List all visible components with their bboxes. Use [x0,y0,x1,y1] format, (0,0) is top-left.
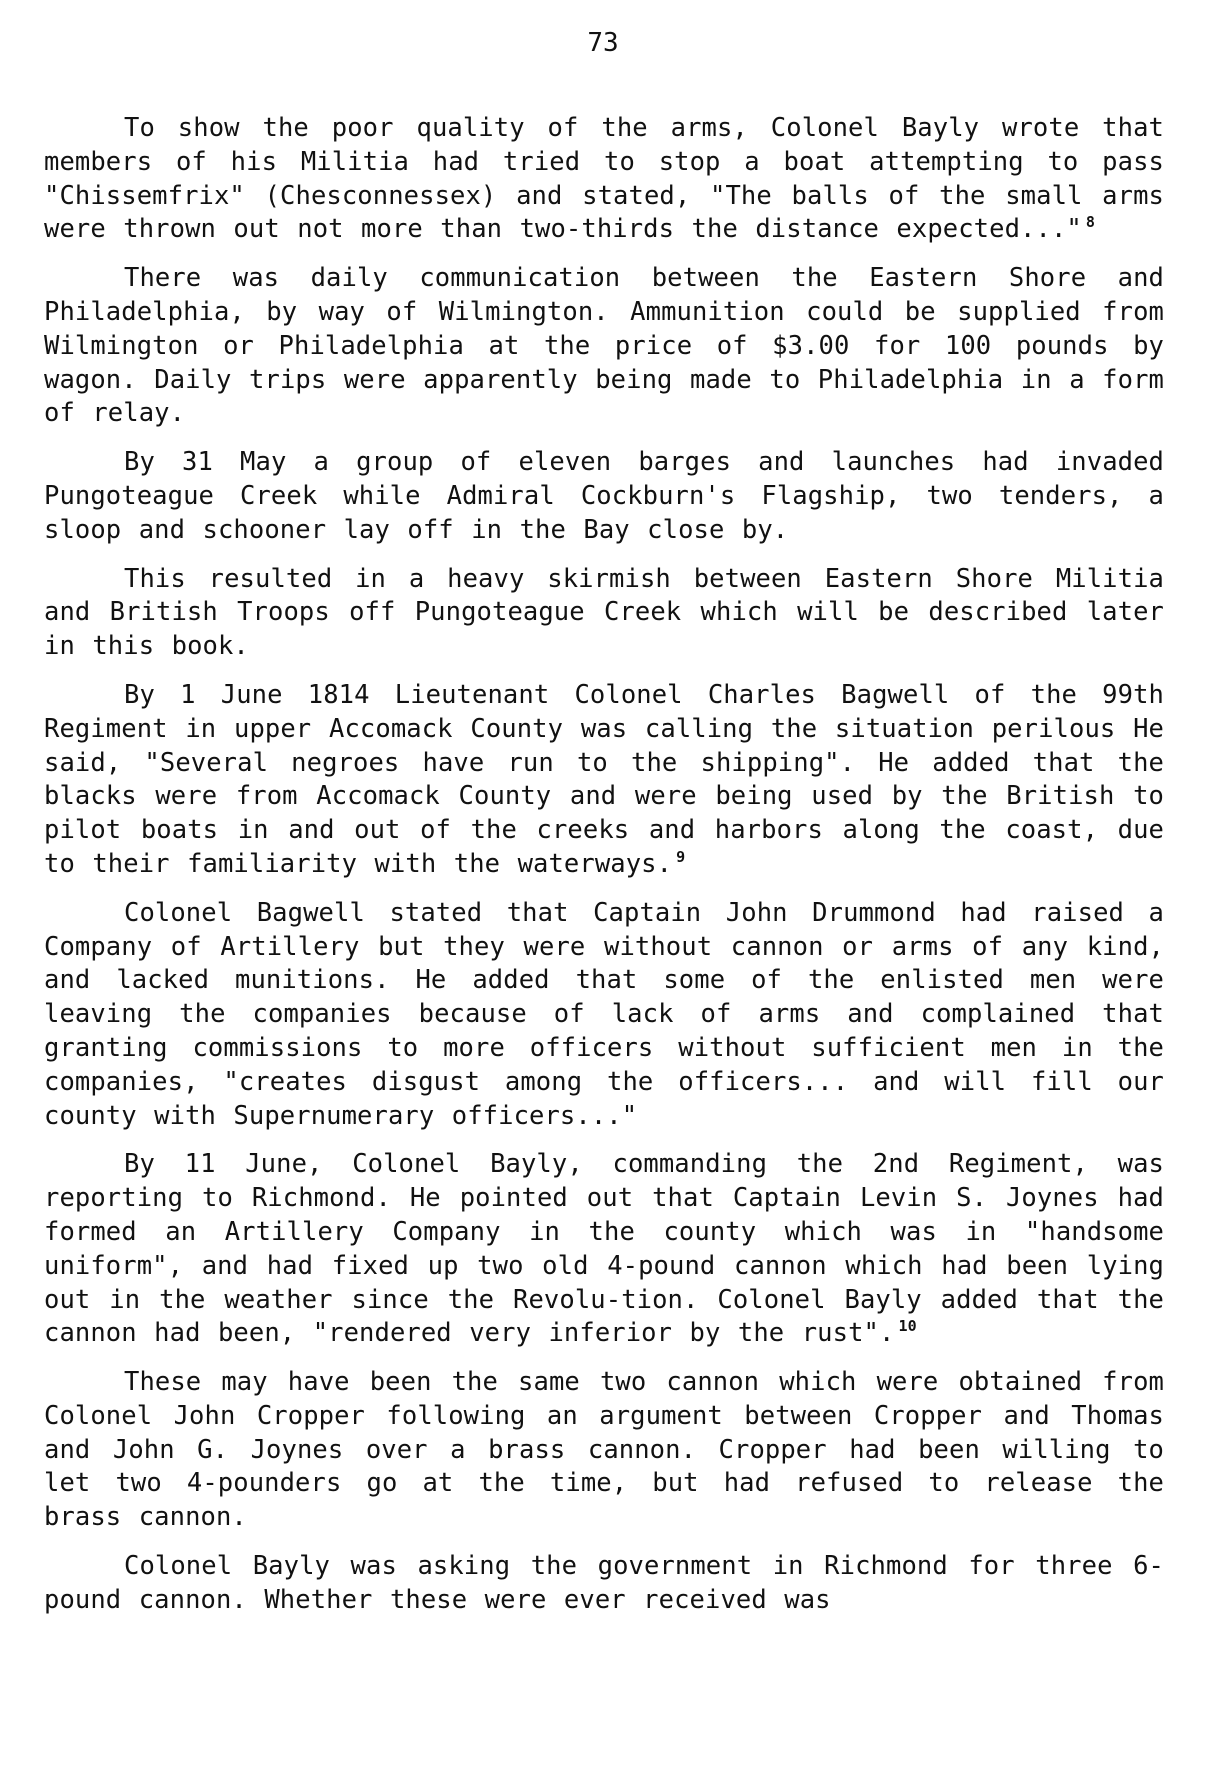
paragraph-text: These may have been the same two cannon which were obtained from Colonel John Cropper following an argument between Cropper and Thomas and John G. Joynes over a brass cannon. Cropper had been willing to let two 4-pounders go at the time, but had refused to release the brass cannon. [44,1367,1164,1533]
footnote-marker: 9 [676,847,686,866]
paragraph-8 [44,1366,1164,1535]
footnote-marker: 10 [898,1317,917,1336]
paragraph-7 [44,1148,1164,1351]
paragraph-text: To show the poor quality of the arms, Colonel Bayly wrote that members of his Militia had tried to stop a boat attempting to pass "Chissemfrix" (Chesconnessex) and stated, "The balls of the small arms were thrown out not more than two-thirds the distance expected..." [44,113,1164,245]
paragraph-text: By 1 June 1814 Lieutenant Colonel Charles Bagwell of the 99th Regiment in upper Accomack County was calling the situation perilous He said, "Several negroes have run to the shipping". He added that the blacks were from Accomack County and were being used by the British to pilot boats in and out of the creeks and harbors along the coast, due to their familiarity with the waterways. [44,679,1164,879]
footnote-marker: 8 [1085,213,1095,232]
paragraph-6 [44,897,1164,1134]
paragraph-1 [44,112,1164,247]
paragraph-5 [44,679,1164,882]
body-text [44,112,1164,1633]
paragraph-text: Colonel Bayly was asking the government in Richmond for three 6-pound cannon. Whether these were ever received was [44,1551,1164,1615]
page-number: 73 [587,28,619,58]
paragraph-2 [44,262,1164,431]
paragraph-text: By 11 June, Colonel Bayly, commanding the 2nd Regiment, was reporting to Richmond. He pointed out that Captain Levin S. Joynes had formed an Artillery Company in the county which was in "handsome uniform", and had fixed up two old 4-pound cannon which had been lying out in the weather since the Revolu-tion. Colonel Bayly added that the cannon had been, "rendered very inferior by the rust". [44,1149,1164,1349]
paragraph-text: There was daily communication between the Eastern Shore and Philadelphia, by way of Wilmington. Ammunition could be supplied from Wilmington or Philadelphia at the price of $3.00 for 100 pounds by wagon. Daily trips were apparently being made to Philadelphia in a form of relay. [44,263,1164,429]
paragraph-3 [44,446,1164,547]
paragraph-9 [44,1550,1164,1618]
paragraph-text: This resulted in a heavy skirmish between Eastern Shore Militia and British Troops off Pungoteague Creek which will be described later in this book. [44,563,1164,662]
paragraph-text: Colonel Bagwell stated that Captain John Drummond had raised a Company of Artillery but they were without cannon or arms of any kind, and lacked munitions. He added that some of the enlisted men were leaving the companies because of lack of arms and complained that granting commissions to more officers without sufficient men in the companies, "creates disgust among the officers... and will fill our county with Supernumerary officers..." [44,897,1164,1131]
paragraph-text: By 31 May a group of eleven barges and launches had invaded Pungoteague Creek while Admiral Cockburn's Flagship, two tenders, a sloop and schooner lay off in the Bay close by. [44,447,1164,545]
paragraph-4 [44,563,1164,664]
